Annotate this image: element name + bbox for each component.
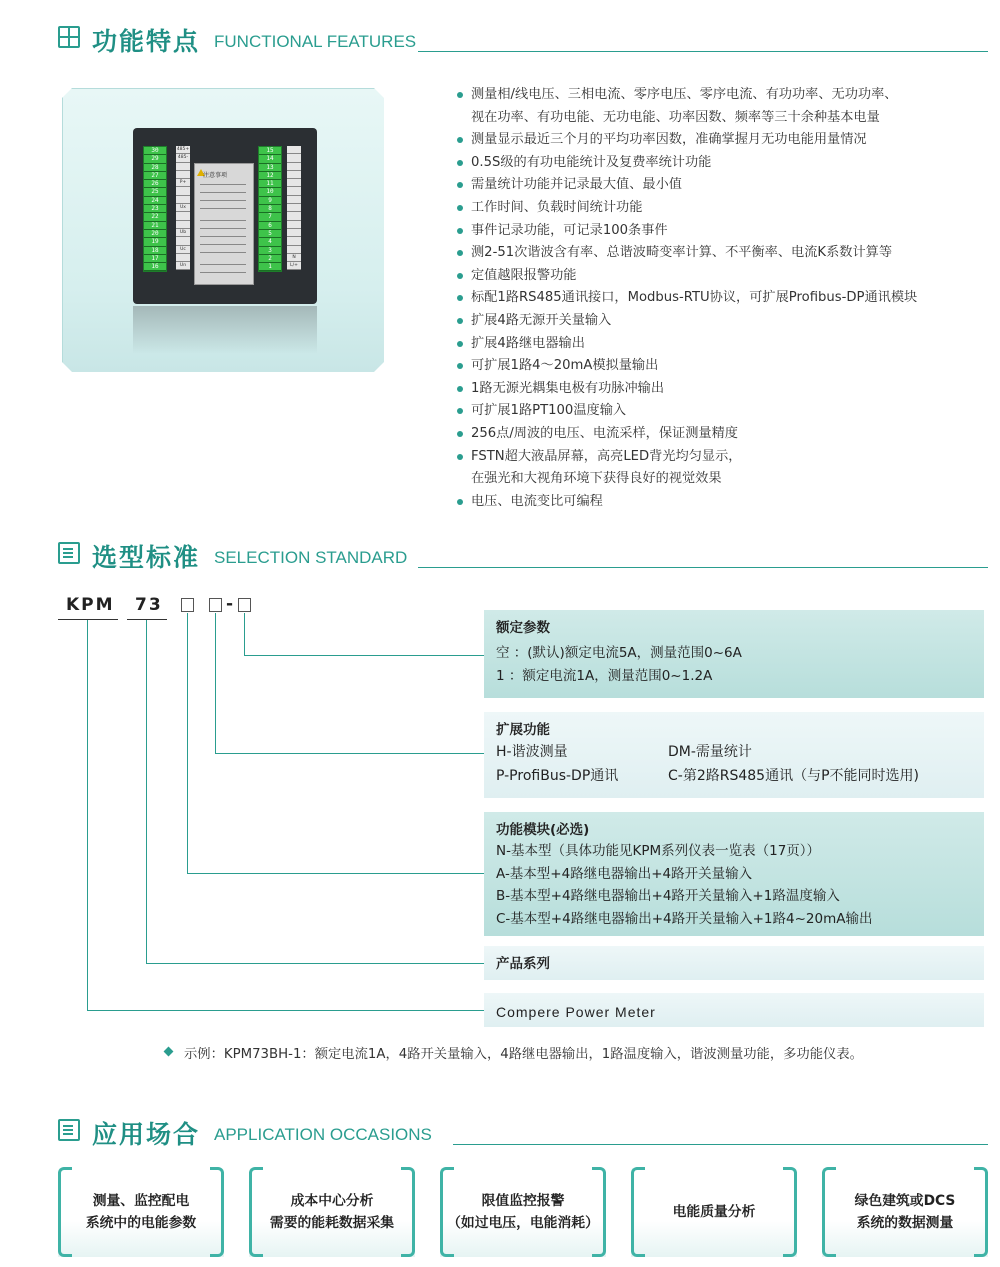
terminal-label: 485- <box>176 154 190 162</box>
terminal-number: 5 <box>259 230 281 238</box>
module-line: N-基本型（具体功能见KPM系列仪表一览表（17页）） <box>496 843 821 859</box>
terminal-label <box>176 221 190 229</box>
application-line: 电能质量分析 <box>672 1204 756 1220</box>
terminal-label <box>176 254 190 262</box>
meter-reflection <box>133 306 317 354</box>
terminal-label <box>287 204 301 212</box>
extension-item: H-谐波测量 <box>496 744 568 760</box>
feature-item: 在强光和大视角环境下获得良好的视觉效果 <box>471 471 722 487</box>
extension-title: 扩展功能 <box>496 722 550 738</box>
terminal-number: 12 <box>259 172 281 180</box>
module-line: B-基本型+4路继电器输出+4路开关量输入+1路温度输入 <box>496 888 840 904</box>
feature-item: 事件记录功能，可记录100条事件 <box>455 220 995 243</box>
terminal-label <box>176 196 190 204</box>
terminal-label: Ub <box>176 229 190 237</box>
terminal-number: 17 <box>144 255 166 263</box>
terminal-number: 16 <box>144 263 166 271</box>
application-line: 成本中心分析 <box>290 1193 374 1209</box>
terminal-number: 9 <box>259 197 281 205</box>
rated-line: 空 ：(默认)额定电流5A，测量范围0~6A <box>496 645 742 661</box>
terminal-number: 13 <box>259 164 281 172</box>
extension-item: P-ProfiBus-DP通讯 <box>496 768 619 784</box>
rated-line: 1 ：额定电流1A，测量范围0~1.2A <box>496 667 713 684</box>
left-terminal-block <box>143 146 167 272</box>
terminal-label: Ux <box>176 204 190 212</box>
terminal-number: 22 <box>144 213 166 221</box>
extension-item: DM-需量统计 <box>668 744 752 760</box>
underline-73 <box>127 619 167 620</box>
terminal-label: N <box>287 254 301 262</box>
terminal-number: 26 <box>144 180 166 188</box>
features-title-cn: 功能特点 <box>92 27 201 56</box>
extension-box <box>484 712 984 798</box>
terminal-number: 10 <box>259 188 281 196</box>
terminal-number: 29 <box>144 155 166 163</box>
terminal-label <box>287 179 301 187</box>
terminal-number: 11 <box>259 180 281 188</box>
terminal-label <box>287 229 301 237</box>
terminal-number: 2 <box>259 255 281 263</box>
terminal-label <box>287 187 301 195</box>
terminal-number: 8 <box>259 205 281 213</box>
clipboard-icon <box>58 1119 80 1141</box>
notice-title: 注意事项 <box>203 172 228 179</box>
code-slot-module <box>181 598 194 612</box>
terminal-label: 485+ <box>176 146 190 154</box>
extension-item: C-第2路RS485通讯（与P不能同时选用) <box>668 768 919 784</box>
terminal-label <box>287 221 301 229</box>
terminal-number: 15 <box>259 147 281 155</box>
feature-item: 工作时间、负载时间统计功能 <box>455 197 995 220</box>
application-line: 测量、监控配电 <box>92 1193 190 1209</box>
terminal-label <box>287 171 301 179</box>
terminal-number: 3 <box>259 247 281 255</box>
application-card <box>249 1167 415 1257</box>
left-label-strip <box>176 146 190 270</box>
module-title: 功能模块(必选) <box>496 822 590 838</box>
model-code-73: 73 <box>135 595 163 615</box>
code-slot-rated <box>238 598 251 612</box>
terminal-number: 6 <box>259 222 281 230</box>
terminal-label <box>287 246 301 254</box>
terminal-label <box>287 154 301 162</box>
model-code-dash: - <box>226 594 234 614</box>
terminal-number: 19 <box>144 238 166 246</box>
feature-item: 扩展4路继电器输出 <box>455 333 995 356</box>
feature-item: 测量相/线电压、三相电流、零序电压、零序电流、有功功率、无功功率、 <box>455 84 995 107</box>
terminal-number: 28 <box>144 164 166 172</box>
application-line: 绿色建筑或DCS <box>854 1193 956 1209</box>
application-card <box>58 1167 224 1257</box>
terminal-label <box>287 163 301 171</box>
terminal-number: 20 <box>144 230 166 238</box>
terminal-number: 1 <box>259 263 281 271</box>
code-slot-extension <box>209 598 222 612</box>
meter-name-box <box>484 993 984 1027</box>
underline-kpm <box>58 619 118 620</box>
feature-item: 可扩展1路PT100温度输入 <box>455 400 995 423</box>
terminal-number: 25 <box>144 188 166 196</box>
terminal-label <box>176 171 190 179</box>
applications-section-header <box>58 1115 988 1149</box>
application-line: （如过电压，电能消耗） <box>447 1215 599 1231</box>
terminal-label: P+ <box>176 179 190 187</box>
model-code-kpm: KPM <box>66 595 115 615</box>
feature-item: 电压、电流变比可编程 <box>455 491 995 514</box>
terminal-label <box>176 212 190 220</box>
right-terminal-block <box>258 146 282 272</box>
terminal-number: 24 <box>144 197 166 205</box>
terminal-label: Un <box>176 262 190 270</box>
feature-item: 0.5S级的有功电能统计及复费率统计功能 <box>455 152 995 175</box>
terminal-label <box>176 237 190 245</box>
terminal-label <box>176 187 190 195</box>
terminal-label <box>287 237 301 245</box>
module-line: A-基本型+4路继电器输出+4路开关量输入 <box>496 865 753 882</box>
function-module-box <box>484 812 984 936</box>
right-label-strip <box>287 146 301 270</box>
terminal-number: 27 <box>144 172 166 180</box>
application-card <box>631 1167 797 1257</box>
product-series-box <box>484 946 984 980</box>
feature-item: 可扩展1路4～20mA模拟量输出 <box>455 355 995 378</box>
terminal-label <box>287 212 301 220</box>
terminal-label: Uc <box>176 246 190 254</box>
application-line: 限值监控报警 <box>481 1193 565 1209</box>
terminal-number: 7 <box>259 213 281 221</box>
grid-icon <box>58 26 80 48</box>
application-line: 需要的能耗数据采集 <box>269 1215 395 1231</box>
terminal-label <box>287 196 301 204</box>
terminal-number: 4 <box>259 238 281 246</box>
applications-title-en: APPLICATION OCCASIONS <box>214 1125 432 1144</box>
series-title: 产品系列 <box>496 956 550 972</box>
application-card <box>822 1167 988 1257</box>
terminal-number: 23 <box>144 205 166 213</box>
terminal-label <box>176 163 190 171</box>
application-line: 系统中的电能参数 <box>85 1215 197 1231</box>
terminal-number: 21 <box>144 222 166 230</box>
section-divider <box>418 567 988 568</box>
module-line: C-基本型+4路继电器输出+4路开关量输入+1路4~20mA输出 <box>496 910 873 927</box>
rated-params-box <box>484 610 984 698</box>
terminal-label: L/+ <box>287 262 301 270</box>
selection-title-cn: 选型标准 <box>92 543 201 572</box>
feature-item: 测2-51次谐波含有率、总谐波畸变率计算、不平衡率、电流K系数计算等 <box>455 242 995 265</box>
section-divider <box>418 51 988 52</box>
feature-item: 定值越限报警功能 <box>455 265 995 288</box>
features-title-en: FUNCTIONAL FEATURES <box>214 32 417 51</box>
document-icon <box>58 542 80 564</box>
application-line: 系统的数据测量 <box>856 1215 954 1231</box>
feature-item: 视在功率、有功电能、无功电能、功率因数、频率等三十余种基本电量 <box>471 109 880 125</box>
application-card <box>440 1167 606 1257</box>
terminal-label <box>287 146 301 154</box>
rated-title: 额定参数 <box>496 620 550 636</box>
feature-item: 256点/周波的电压、电流采样，保证测量精度 <box>455 423 995 446</box>
features-section-header <box>58 22 988 56</box>
notice-label <box>194 163 254 285</box>
feature-item: 测量显示最近三个月的平均功率因数，准确掌握月无功电能用量情况 <box>455 129 995 152</box>
terminal-number: 30 <box>144 147 166 155</box>
feature-item: 标配1路RS485通讯接口，Modbus-RTU协议，可扩展Profibus-DP通讯模块 <box>455 287 995 310</box>
feature-item: 扩展4路无源开关量输入 <box>455 310 995 333</box>
selection-title-en: SELECTION STANDARD <box>214 548 408 567</box>
meter-name: Compere Power Meter <box>496 1004 656 1020</box>
example-text: 示例：KPM73BH-1：额定电流1A，4路开关量输入，4路继电器输出，1路温度输入，谐波测量功能，多功能仪表。 <box>184 1047 863 1062</box>
selection-section-header <box>58 538 988 572</box>
applications-title-cn: 应用场合 <box>92 1120 201 1149</box>
feature-item: FSTN超大液晶屏幕，高亮LED背光均匀显示， <box>455 446 995 469</box>
terminal-number: 18 <box>144 247 166 255</box>
feature-list <box>455 84 995 513</box>
feature-item: 1路无源光耦集电极有功脉冲输出 <box>455 378 995 401</box>
terminal-number: 14 <box>259 155 281 163</box>
diamond-bullet-icon <box>164 1047 174 1057</box>
feature-item: 需量统计功能并记录最大值、最小值 <box>455 174 995 197</box>
section-divider <box>453 1144 988 1145</box>
